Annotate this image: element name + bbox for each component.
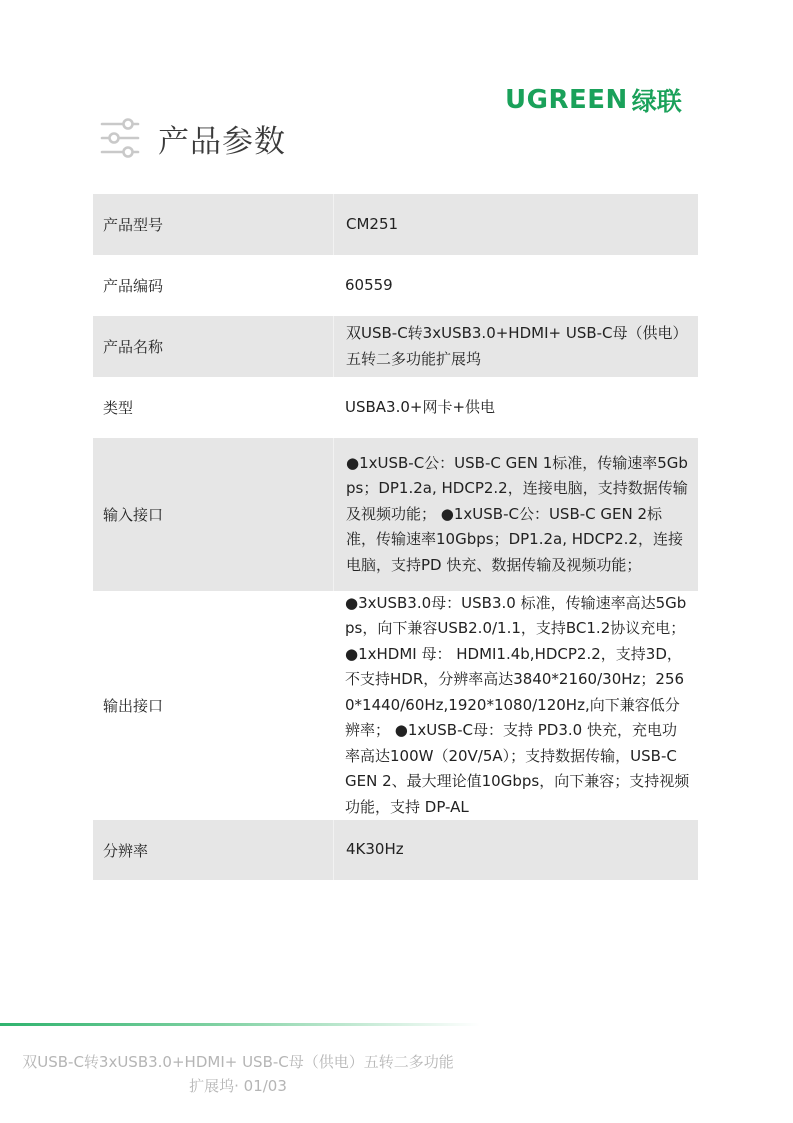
- brand-name: UGREEN: [505, 85, 628, 115]
- row-label: 输入接口: [103, 506, 164, 524]
- page-title: 产品参数: [158, 123, 286, 160]
- table-row: [93, 820, 698, 880]
- row-value: CM251: [333, 194, 698, 255]
- footer-page-number: 扩展坞· 01/03: [189, 1077, 287, 1095]
- row-label: 产品型号: [103, 216, 164, 234]
- table-row: [93, 255, 698, 316]
- table-row: [93, 591, 698, 820]
- table-row: [93, 438, 698, 591]
- table-row: [93, 377, 698, 438]
- row-value: 双USB-C转3xUSB3.0+HDMI+ USB-C母（供电）五转二多功能扩展坞: [333, 316, 698, 377]
- row-label: 产品编码: [103, 277, 164, 295]
- row-value: ●3xUSB3.0母：USB3.0 标准，传输速率高达5Gbps，向下兼容USB2.0/1.1，支持BC1.2协议充电； ●1xHDMI 母： HDMI1.4b,HDCP2.2，支持3D，不支持HDR，分辨率高达3840*2160/30Hz；2560*1440/60Hz,1920*1080/120Hz,向下兼容低分辨率； ●1xUSB-C母：支持 PD3.0 快充，充电功率高达100W（20V/5A）；支持数据传输，USB-C GEN 2、最大理论值10Gbps，向下兼容；支持视频功能，支持 DP-AL: [345, 593, 690, 816]
- footer-divider: [0, 1023, 480, 1026]
- row-value: USBA3.0+网卡+供电: [345, 397, 496, 416]
- row-label: 类型: [103, 399, 134, 417]
- row-value: 4K30Hz: [333, 820, 698, 880]
- spec-table: [93, 194, 698, 880]
- row-value: ●1xUSB-C公：USB-C GEN 1标准，传输速率5Gbps；DP1.2a, HDCP2.2，连接电脑，支持数据传输及视频功能； ●1xUSB-C公：USB-C GEN 2标准，传输速率10Gbps；DP1.2a, HDCP2.2，连接电脑，支持PD 快充、数据传输及视频功能；: [333, 438, 698, 591]
- row-label: 输出接口: [103, 697, 164, 715]
- footer-product-name: 双USB-C转3xUSB3.0+HDMI+ USB-C母（供电）五转二多功能: [22, 1053, 454, 1071]
- section-header: [100, 118, 286, 158]
- table-row: [93, 194, 698, 255]
- table-row: [93, 316, 698, 377]
- row-label: 分辨率: [103, 841, 149, 860]
- page-footer: [0, 1050, 476, 1098]
- row-value: 60559: [345, 275, 393, 294]
- brand-name-cn: 绿联: [631, 87, 682, 116]
- brand-logo: [505, 84, 682, 116]
- row-label: 产品名称: [103, 338, 164, 356]
- sliders-icon: [100, 118, 140, 158]
